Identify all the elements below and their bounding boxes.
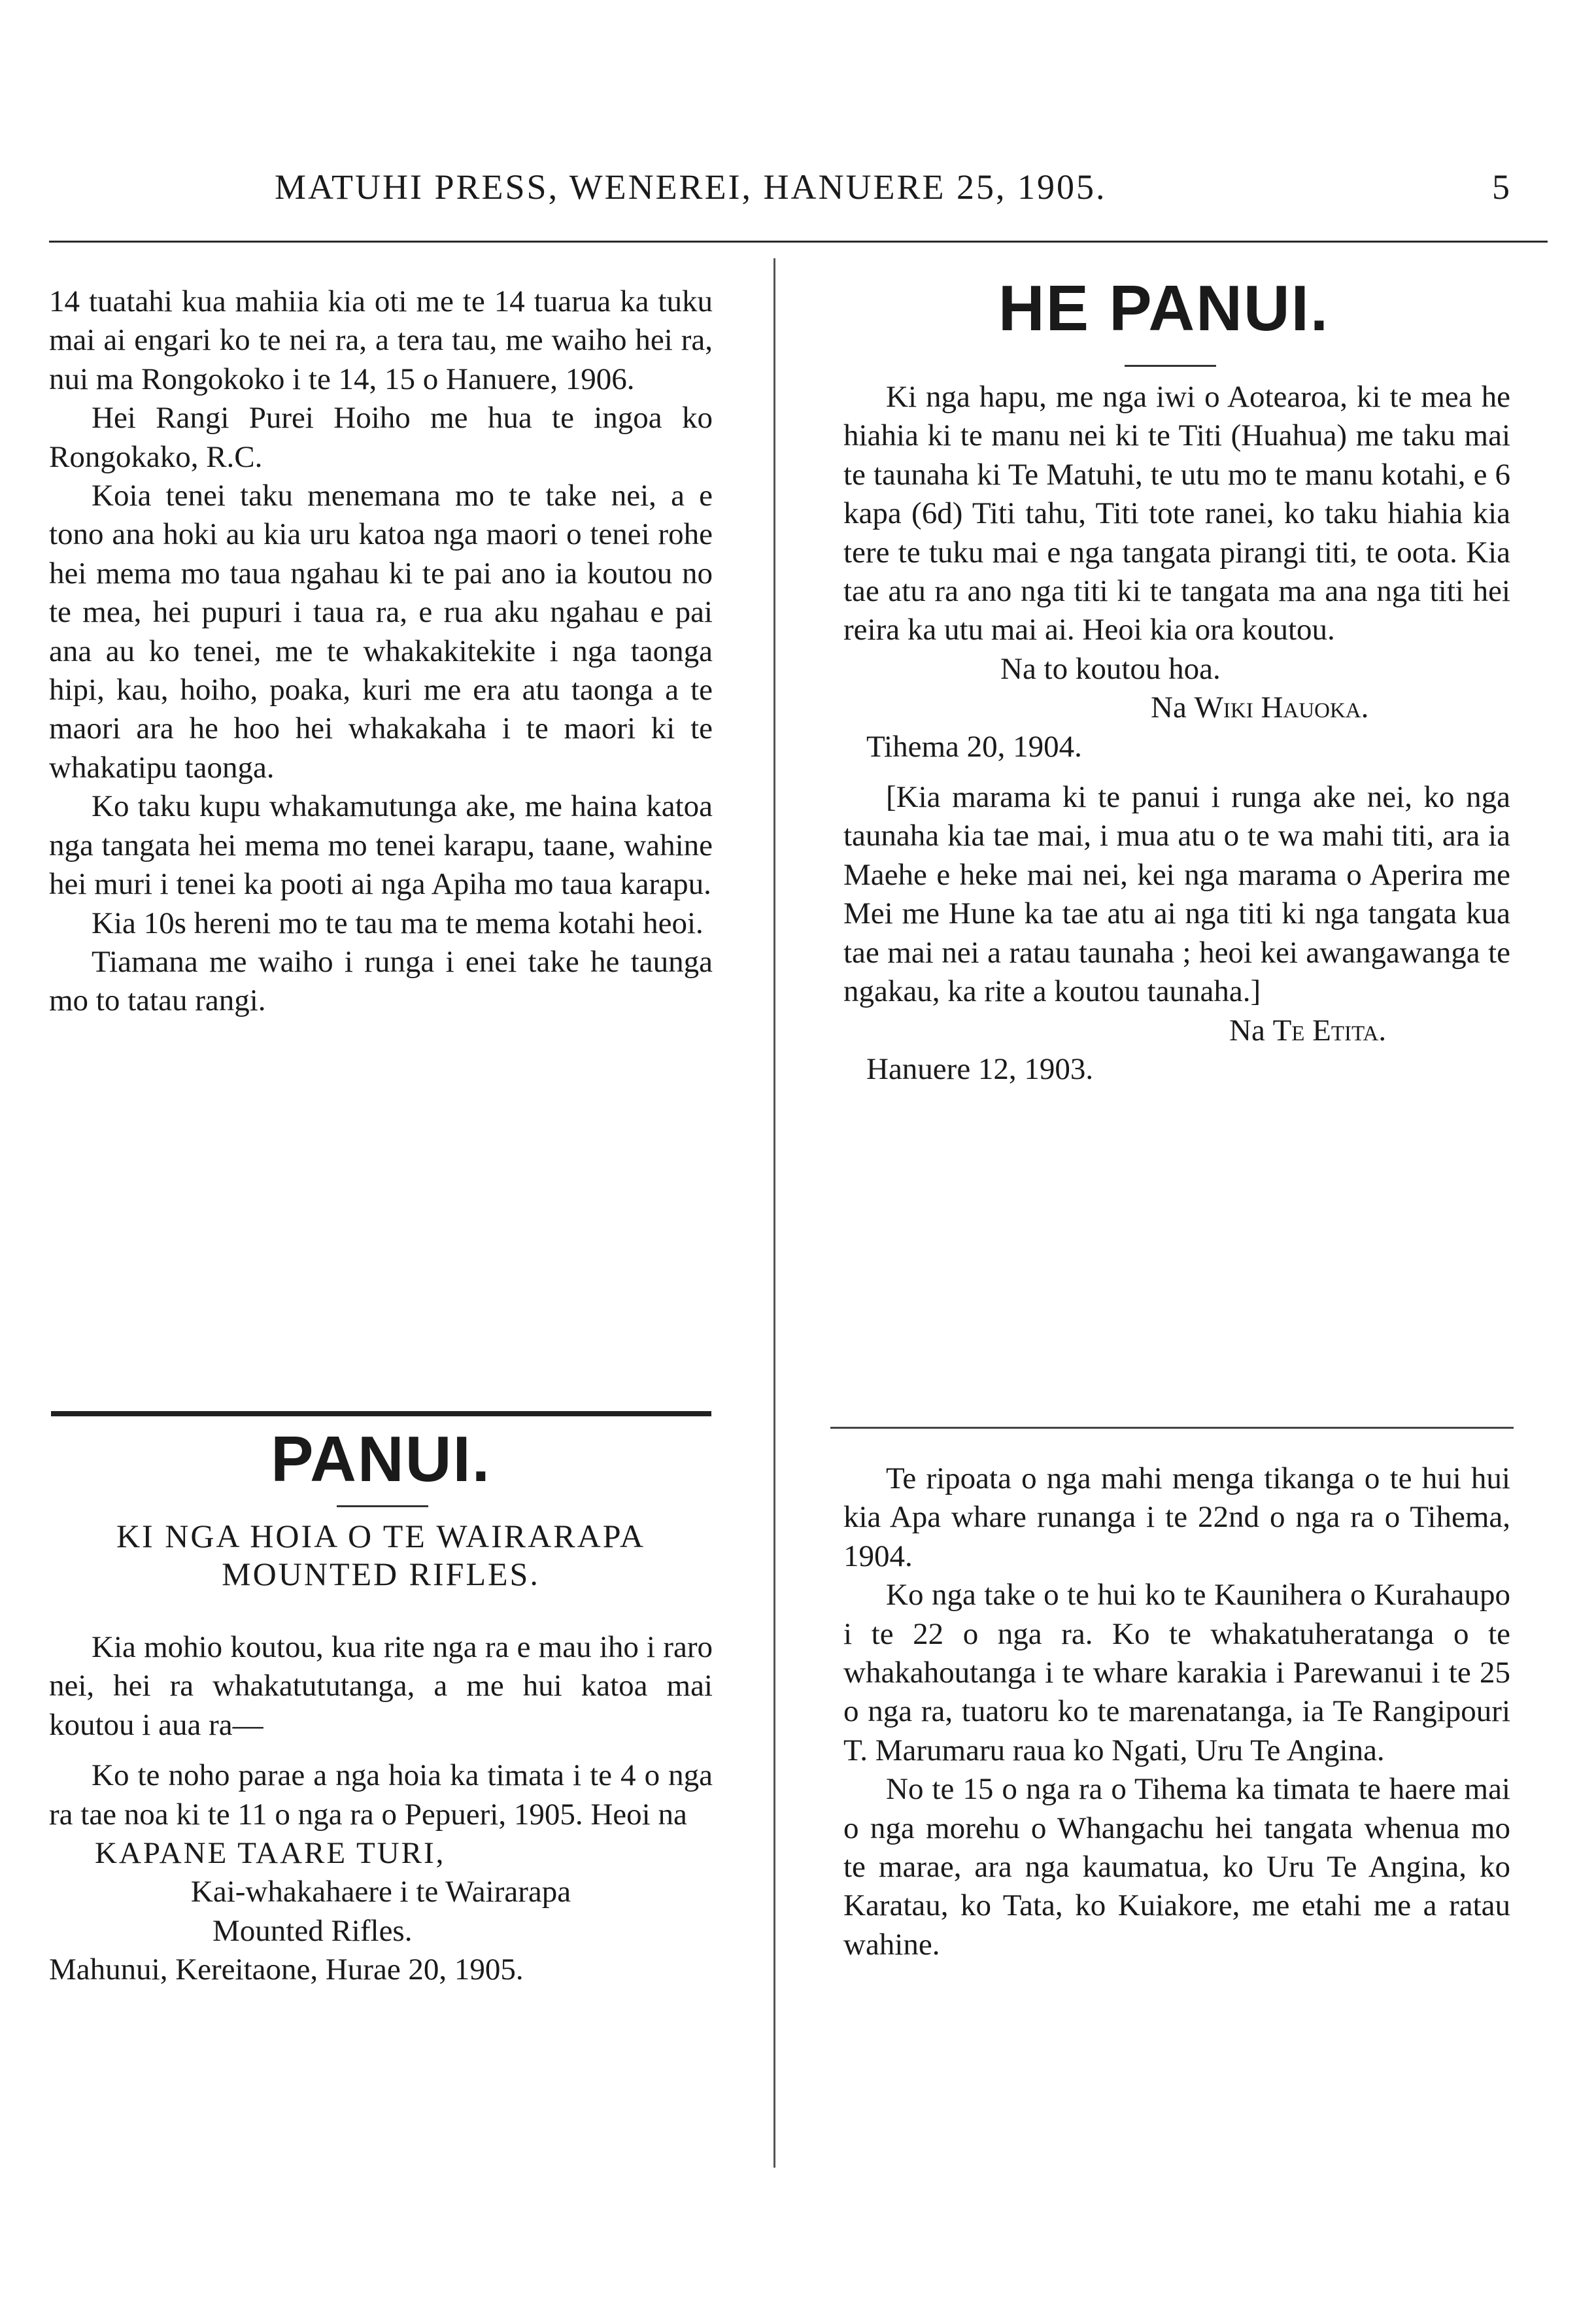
paragraph: Hei Rangi Purei Hoiho me hua te ingoa ko Rongokako, R.C.	[49, 401, 713, 474]
title-rule	[337, 1505, 428, 1507]
he-panui-body	[843, 378, 1510, 1089]
editor-prefix: Na	[1229, 1013, 1265, 1048]
editor-name: Te Etita.	[1272, 1013, 1387, 1048]
panui-body	[49, 1628, 713, 1990]
page-header	[0, 167, 1596, 219]
header-rule	[49, 241, 1548, 243]
page-number: 5	[1492, 167, 1512, 207]
paragraph: Koia tenei taku menemana mo te take nei, a e tono ana hoki au kia uru katoa nga maori o tenei rohe hei mema mo taua ngahau ki te pai ano ia koutou no te mea, hei pupuri i taua ra, e rua aku ngahau e pai ana au ko tenei, me te whakakitekite i nga taonga hipi, kau, hoiho, poaka, kuri me era atu taonga a te maori ara he hoo hei whakakaha i te maori ki te whakatipu taonga.	[49, 479, 713, 785]
closing: Na to koutou hoa.	[1000, 651, 1221, 686]
place-date: Mahunui, Kereitaone, Hurae 20, 1905.	[49, 1953, 524, 1987]
paragraph: Kia mohio koutou, kua rite nga ra e mau iho i raro nei, hei ra whakatututanga, a me hui katoa mai koutou i aua ra—	[49, 1630, 713, 1742]
newspaper-header-title: MATUHI PRESS, WENEREI, HANUERE 25, 1905.	[275, 167, 1107, 207]
panui-title: PANUI.	[271, 1423, 491, 1495]
paragraph: No te 15 o nga ra o Tihema ka timata te haere mai o nga morehu o Whangachu hei tangata whenua mo te marae, ara nga kaumatua, ko Uru Te Angina, ko Karatau, ko Tata, ko Kuiakore, me etahi me a ratau wahine.	[843, 1772, 1510, 1962]
signature-prefix: Na	[1151, 691, 1187, 725]
editor-signature	[843, 1012, 1510, 1050]
paragraph: Ko te noho parae a nga hoia ka timata i te 4 o nga ra tae noa ki te 11 o nga ra o Pepueri, 1905. Heoi na	[49, 1758, 713, 1832]
paragraph: Ko taku kupu whakamutunga ake, me haina katoa nga tangata hei mema mo tenei karapu, taane, wahine hei muri i tenei ka pooti ai nga Apiha mo taua karapu.	[49, 789, 713, 902]
editor-note: [Kia marama ki te panui i runga ake nei, ko nga taunaha kia tae mai, i mua atu o te wa mahi titi, ara ia Maehe e heke mai nei, kei nga marama o Aperira me Mei me Hune ka tae atu ai nga titi ki nga tangata kua tae mai nei a ratau taunaha ; heoi kei awangawanga te ngakau, ka rite a koutou taunaha.]	[843, 780, 1510, 1009]
paragraph: Ki nga hapu, me nga iwi o Aotearoa, ki te mea he hiahia ki te manu nei ki te Titi (Huahua) me taku mai te taunaha ki Te Matuhi, te utu mo te manu kotahi, e 6 kapa (6d) Titi tahu, Titi tote ranei, ko taku hiahia kia tere te tuku mai e nga tangata pirangi titi, te oota. Kia tae atu ra ano nga titi ki te tangata ma ana nga titi hei reira ka utu mai ai. Heoi kia ora koutou.	[843, 380, 1510, 647]
paragraph: Te ripoata o nga mahi menga tikanga o te hui hui kia Apa whare runanga i te 22nd o nga ra o Tihema, 1904.	[843, 1461, 1510, 1573]
column-divider	[773, 258, 775, 2168]
panui-subtitle	[49, 1517, 713, 1593]
editor-date: Hanuere 12, 1903.	[866, 1051, 1094, 1086]
section-divider	[830, 1427, 1514, 1429]
signature	[843, 689, 1510, 727]
paragraph: Tiamana me waiho i runga i enei take he taunga mo to tatau rangi.	[49, 944, 713, 1018]
signature-title: Kai-whakahaere i te Wairarapa	[190, 1875, 571, 1909]
date: Tihema 20, 1904.	[866, 729, 1082, 764]
paragraph: 14 tuatahi kua mahiia kia oti me te 14 tuarua ka tuku mai ai engari ko te nei ra, a tera tau, me waiho hei ra, nui ma Rongokoko i te 14, 15 o Hanuere, 1906.	[49, 284, 713, 396]
section-divider	[51, 1411, 711, 1416]
report-body	[843, 1459, 1510, 1964]
signature-name: KAPANE TAARE TURI,	[95, 1836, 446, 1871]
title-rule	[1125, 365, 1216, 367]
panui-subtitle-line: KI NGA HOIA O TE WAIRARAPA	[116, 1518, 646, 1554]
he-panui-title: HE PANUI.	[998, 272, 1330, 344]
signature-name: Wiki Hauoka.	[1194, 691, 1369, 725]
paragraph: Ko nga take o te hui ko te Kaunihera o Kurahaupo i te 22 o nga ra. Ko te whakatuheratanga o te whakahoutanga i te whare karakia i Parewanui i te 25 o nga ra, tuatoru ko te marenatanga, ia Te Rangipouri T. Marumaru raua ko Ngati, Uru Te Angina.	[843, 1578, 1510, 1767]
paragraph: Kia 10s hereni mo te tau ma te mema kotahi heoi.	[92, 906, 704, 940]
signature-title: Mounted Rifles.	[212, 1913, 413, 1948]
left-column-text	[49, 282, 713, 1021]
panui-subtitle-line: MOUNTED RIFLES.	[222, 1556, 540, 1592]
